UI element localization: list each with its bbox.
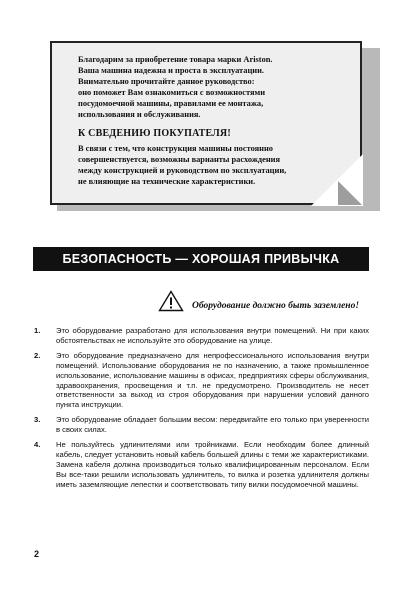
notice-body-line: совершенствуется, возможны варианты расхождения bbox=[78, 154, 281, 164]
list-item-number: 2. bbox=[34, 350, 41, 360]
notice-line: Благодарим за приобретение товара марки Ariston. bbox=[78, 55, 273, 64]
notice-heading: К СВЕДЕНИЮ ПОКУПАТЕЛЯ! bbox=[78, 127, 231, 139]
list-item bbox=[34, 415, 369, 435]
section-title-banner bbox=[33, 247, 369, 271]
list-item bbox=[34, 351, 369, 410]
section-title: БЕЗОПАСНОСТЬ — ХОРОШАЯ ПРИВЫЧКА bbox=[62, 252, 340, 266]
warning-text: Оборудование должно быть заземлено! bbox=[192, 301, 360, 311]
warning-triangle-icon bbox=[158, 290, 184, 312]
list-item-number: 1. bbox=[34, 326, 41, 335]
notice-line: Ваша машина надежна и проста в эксплуатации. bbox=[78, 66, 265, 76]
list-item-text: Это оборудование обладает большим весом: передвигайте его только при уверенности в своих силах. bbox=[56, 415, 369, 435]
notice-box bbox=[50, 41, 362, 205]
page-number: 2 bbox=[34, 549, 40, 559]
notice-body-line: В связи с тем, что конструкция машины постоянно bbox=[78, 143, 273, 153]
notice-line: Внимательно прочитайте данное руководство: bbox=[78, 77, 255, 87]
notice-line: оно поможет Вам ознакомиться с возможностями bbox=[78, 88, 266, 98]
list-item-number: 3. bbox=[34, 415, 41, 425]
warning-note bbox=[158, 290, 359, 312]
notice-corner-fold-shade bbox=[338, 181, 362, 205]
list-item-text: Это оборудование предназначено для непрофессионального использования внутри помещений. Использование оборудования не по назначению, а также промышленное использование, использование машины в офисах, предприятиях сферы обслуживания, здравоохранения, просвещения и т.п. не предусмотрено. Производитель не несет ответственности за выход из строя оборудования при нарушении условий данного пункта инструкции. bbox=[56, 350, 369, 410]
list-item-number: 4. bbox=[34, 440, 41, 450]
list-item bbox=[34, 326, 369, 346]
notice-body-line: между конструкцией и руководством по эксплуатации, bbox=[78, 165, 287, 175]
notice-line: посудомоечной машины, правилами ее монтажа, bbox=[78, 99, 264, 109]
list-item-text: Это оборудование разработано для использования внутри помещений. Ни при каких обстоятельствах не используйте это оборудование на улице. bbox=[56, 326, 369, 345]
list-item bbox=[34, 440, 369, 490]
list-item-text: Не пользуйтесь удлинителями или тройниками. Если необходим более длинный кабель, следует установить новый кабель большей длины с теми же характеристиками. Замена кабеля должна производиться только квалифицированным персоналом. Если Вы все-таки решили использовать удлинитель, то вилка и розетка удлинителя должны иметь заземляющие лепестки и соответствовать типу вилки посудомоечной машины. bbox=[56, 440, 369, 489]
safety-list bbox=[34, 326, 369, 495]
notice-body-line: не влияющие на технические характеристики. bbox=[78, 176, 256, 186]
notice-line: использования и обслуживания. bbox=[78, 110, 201, 120]
